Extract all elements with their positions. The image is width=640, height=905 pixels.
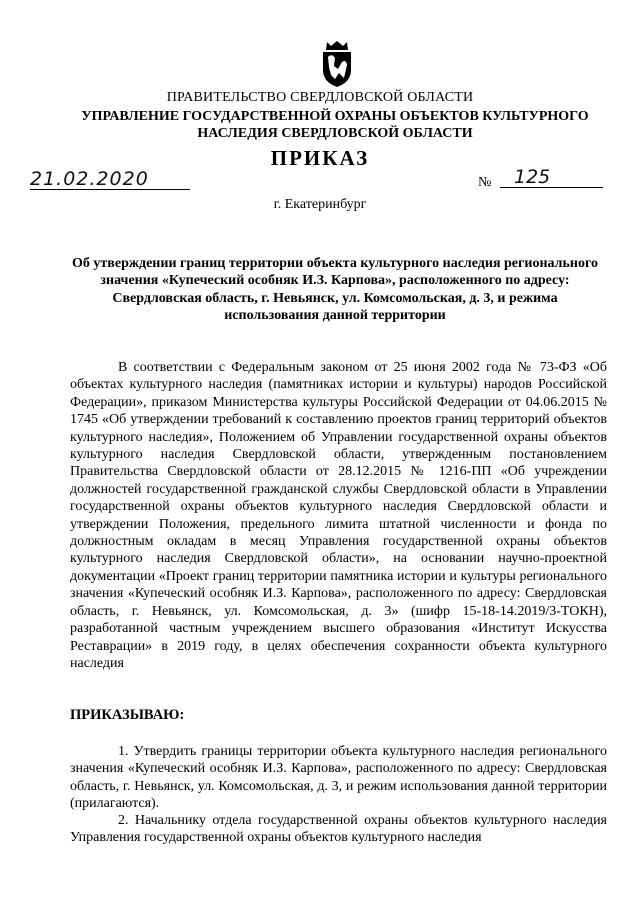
preamble-paragraph: В соответствии с Федеральным законом от 25 июня 2002 года № 73-ФЗ «Об объектах культурного наследия (памятниках истории и культуры) народов Российской Федерации», приказом Министерства культуры Российской Федерации от 04.06.2015 № 1745 «Об утверждении требований к составлению проектов границ территорий объектов культурного наследия», Положением об Управлении государственной охраны объектов культурного наследия Свердловской области, утвержденным постановлением Правительства Свердловской области от 28.12.2015 № 1216-ПП «Об учреждении должностей государственной гражданской службы Свердловской области в Управлении государственной охраны объектов культурного наследия Свердловской области и утверждении Положения, предельного лимита штатной численности и фонда по должностным окладам в месяц Управления государственной охраны объектов культурного наследия Свердловской области», на основании научно-проектной документации «Проект границ территории памятника истории и культуры регионального значения «Купеческий особняк И.З. Карпова», расположенного по адресу: Свердловская область, г. Невьянск, ул. Комсомольская, д. 3» (шифр 15-18-14.2019/3-ТОКН), разработанной частным учреждением высшего образования «Институт Искусства Реставрации» в 2019 году, в целях обеспечения сохранности объекта культурного наследия — [70, 360, 607, 671]
document-type-title: ПРИКАЗ — [270, 146, 370, 170]
document-date — [30, 168, 190, 190]
date-handwritten: 21.02.2020 — [30, 168, 149, 190]
date-underline — [30, 189, 190, 190]
order-item-1: 1. Утвердить границы территории объекта культурного наследия регионального значения «Купеческий особняк И.З. Карпова», расположенного по адресу: Свердловская область, г. Невьянск, ул. Комсомольская, д. 3, и режим использования данной территории (прилагаются). — [70, 744, 607, 812]
government-name: ПРАВИТЕЛЬСТВО СВЕРДЛОВСКОЙ ОБЛАСТИ — [166, 90, 474, 105]
number-handwritten: 125 — [514, 166, 551, 188]
city: г. Екатеринбург — [273, 197, 367, 212]
number-label: № — [478, 175, 492, 190]
number-underline — [500, 187, 603, 188]
department-name: УПРАВЛЕНИЕ ГОСУДАРСТВЕННОЙ ОХРАНЫ ОБЪЕКТОВ КУЛЬТУРНОГО НАСЛЕДИЯ СВЕРДЛОВСКОЙ ОБЛАСТИ — [81, 109, 589, 141]
order-heading: ПРИКАЗЫВАЮ: — [70, 707, 185, 723]
document-subject: Об утверждении границ территории объекта культурного наследия регионального значения «Купеческий особняк И.З. Карпова», расположенного по адресу: Свердловская область, г. Невьянск, ул. Комсомольская, д. 3, и режима использования данной территории — [72, 256, 598, 324]
order-item-2: 2. Начальнику отдела государственной охраны объектов культурного наследия Управления государственной охраны объектов культурного наследия — [70, 813, 607, 846]
coat-of-arms-icon — [318, 38, 356, 88]
document-number — [500, 166, 603, 188]
